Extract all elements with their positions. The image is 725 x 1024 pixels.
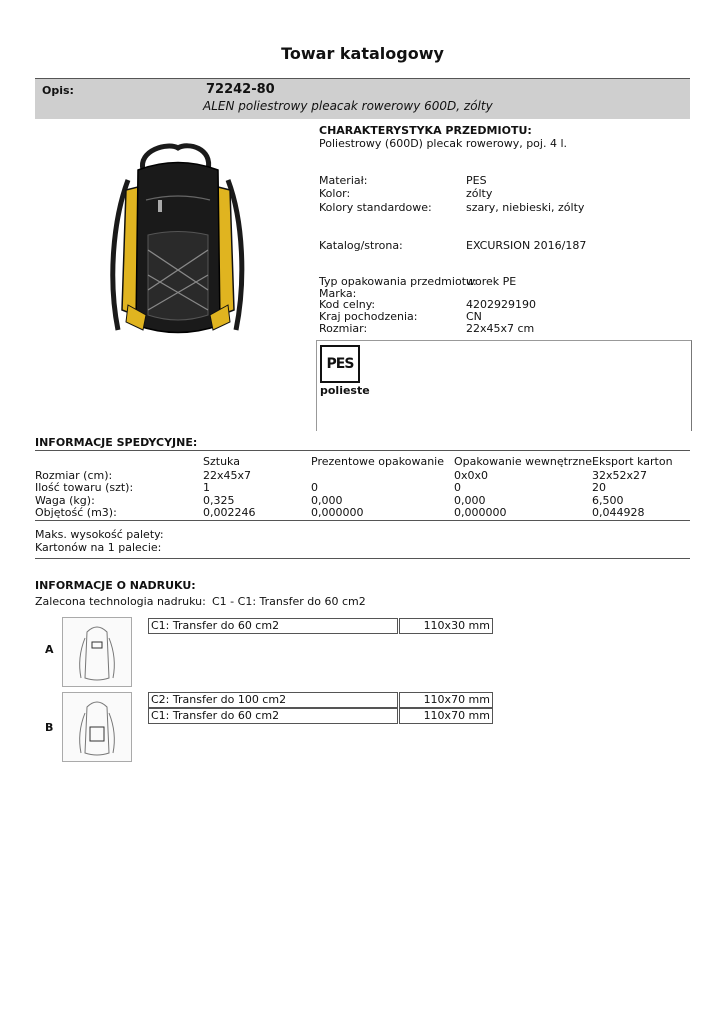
print-tech-option: C2: Transfer do 100 cm2 bbox=[148, 692, 398, 708]
opis-label: Opis: bbox=[42, 84, 74, 97]
backpack-outline-icon bbox=[63, 693, 131, 761]
attr-label: Materiał: bbox=[319, 174, 368, 187]
material-caption: polieste bbox=[320, 384, 370, 397]
shipping-cell: 0,325 bbox=[203, 494, 235, 507]
characteristics-heading: CHARAKTERYSTYKA PRZEDMIOTU: bbox=[319, 124, 532, 137]
divider bbox=[35, 520, 690, 521]
shipping-cell: 0 bbox=[311, 481, 318, 494]
attr-value: 4202929190 bbox=[466, 298, 536, 311]
catalog-value: EXCURSION 2016/187 bbox=[466, 239, 587, 252]
material-badge-frame bbox=[316, 340, 692, 431]
print-position-letter: A bbox=[45, 643, 54, 656]
recommended-tech-value: C1 - C1: Transfer do 60 cm2 bbox=[212, 595, 366, 608]
attr-label: Kolor: bbox=[319, 187, 351, 200]
backpack-outline-icon bbox=[63, 618, 131, 686]
attr-value: 22x45x7 cm bbox=[466, 322, 535, 335]
attr-label: Kraj pochodzenia: bbox=[319, 310, 418, 323]
print-position-letter: B bbox=[45, 721, 54, 734]
shipping-heading: INFORMACJE SPEDYCYJNE: bbox=[35, 436, 198, 449]
attr-value: zólty bbox=[466, 187, 493, 200]
shipping-cell: 1 bbox=[203, 481, 210, 494]
product-description: ALEN poliestrowy pleacak rowerowy 600D, zólty bbox=[203, 99, 493, 113]
printing-heading: INFORMACJE O NADRUKU: bbox=[35, 579, 196, 592]
product-code: 72242-80 bbox=[206, 82, 275, 97]
shipping-row-label: Objętość (m3): bbox=[35, 506, 117, 519]
attr-value: szary, niebieski, zólty bbox=[466, 201, 585, 214]
print-tech-option: C1: Transfer do 60 cm2 bbox=[148, 708, 398, 724]
print-size-option: 110x30 mm bbox=[399, 618, 493, 634]
recommended-tech-label: Zalecona technologia nadruku: bbox=[35, 595, 206, 608]
shipping-cell: 0,044928 bbox=[592, 506, 645, 519]
print-size-option: 110x70 mm bbox=[399, 708, 493, 724]
shipping-row-label: Waga (kg): bbox=[35, 494, 95, 507]
cartons-per-pallet-label: Kartonów na 1 palecie: bbox=[35, 541, 162, 554]
attr-label: Rozmiar: bbox=[319, 322, 368, 335]
pes-material-icon: PES bbox=[320, 345, 360, 383]
shipping-col-header: Opakowanie wewnętrzne bbox=[454, 455, 592, 468]
attr-value: PES bbox=[466, 174, 487, 187]
attr-value: CN bbox=[466, 310, 482, 323]
shipping-cell: 0x0x0 bbox=[454, 469, 489, 482]
print-size-option: 110x70 mm bbox=[399, 692, 493, 708]
attr-label: Marka: bbox=[319, 287, 357, 300]
shipping-row-label: Ilość towaru (szt): bbox=[35, 481, 134, 494]
shipping-row-label: Rozmiar (cm): bbox=[35, 469, 113, 482]
attr-label: Kod celny: bbox=[319, 298, 376, 311]
characteristics-text: Poliestrowy (600D) plecak rowerowy, poj. 4 l. bbox=[319, 137, 568, 150]
pallet-height-label: Maks. wysokość palety: bbox=[35, 528, 164, 541]
page-title: Towar katalogowy bbox=[281, 44, 444, 63]
shipping-col-header: Sztuka bbox=[203, 455, 240, 468]
print-position-thumbnail bbox=[62, 617, 132, 687]
shipping-cell: 0 bbox=[454, 481, 461, 494]
print-position-thumbnail bbox=[62, 692, 132, 762]
shipping-cell: 32x52x27 bbox=[592, 469, 648, 482]
shipping-col-header: Prezentowe opakowanie bbox=[311, 455, 444, 468]
backpack-image bbox=[108, 140, 248, 340]
shipping-cell: 0,002246 bbox=[203, 506, 256, 519]
attr-label: Kolory standardowe: bbox=[319, 201, 432, 214]
shipping-cell: 20 bbox=[592, 481, 606, 494]
shipping-col-header: Eksport karton bbox=[592, 455, 673, 468]
attr-label: Typ opakowania przedmiotu: bbox=[319, 275, 477, 288]
shipping-cell: 0,000000 bbox=[454, 506, 507, 519]
print-tech-option: C1: Transfer do 60 cm2 bbox=[148, 618, 398, 634]
shipping-cell: 0,000 bbox=[311, 494, 343, 507]
divider bbox=[35, 450, 690, 451]
divider bbox=[35, 558, 690, 559]
shipping-cell: 22x45x7 bbox=[203, 469, 252, 482]
shipping-cell: 0,000 bbox=[454, 494, 486, 507]
attr-value: worek PE bbox=[466, 275, 517, 288]
shipping-cell: 6,500 bbox=[592, 494, 624, 507]
catalog-label: Katalog/strona: bbox=[319, 239, 403, 252]
shipping-cell: 0,000000 bbox=[311, 506, 364, 519]
